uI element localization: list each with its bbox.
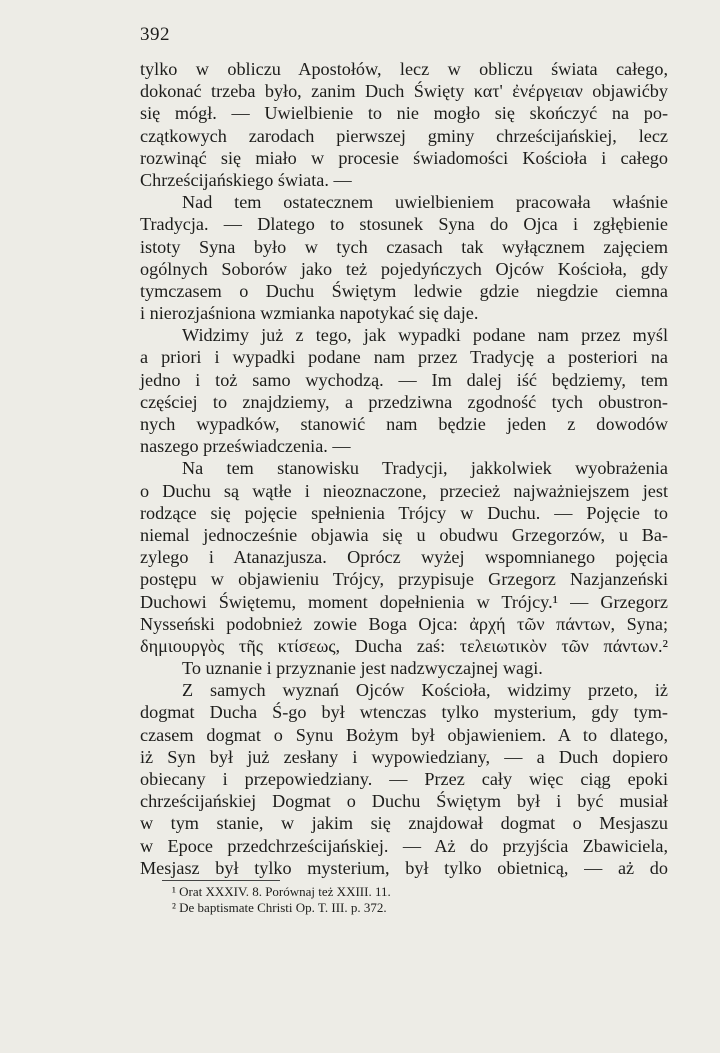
text-line: o Duchu są wątłe i nieoznaczone, przecież najważniejszem jest — [140, 480, 668, 501]
text-line: w tym stanie, w jakim się znajdował dogmat o Mesjaszu — [140, 813, 668, 834]
text-line: jedno i toż samo wychodzą. — Im dalej iść będziemy, tem — [140, 369, 668, 390]
text-line: istoty Syna było w tych czasach tak wyłącznem zajęciem — [140, 236, 668, 257]
text-line: czasem dogmat o Synu Bożym był objawieniem. A to dlatego, — [140, 724, 668, 745]
text-line: w Epoce przedchrześcijańskiej. — Aż do przyjścia Zbawiciela, — [140, 835, 668, 856]
text-line: dogmat Ducha Ś-go był wtenczas tylko mysterium, gdy tym- — [140, 702, 668, 723]
text-line: rodzące się pojęcie spełnienia Trójcy w Duchu. — Pojęcie to — [140, 502, 668, 523]
text-line: nych wypadków, stanowić nam będzie jeden z dowodów — [140, 414, 668, 434]
text-line: dokonać trzeba było, zanim Duch Święty κατ' ἐνέργειαν objawićby — [140, 81, 668, 102]
text-line: zylego i Atanazjusza. Oprócz wyżej wspomnianego pojęcia — [140, 547, 668, 568]
text-line: tylko w obliczu Apostołów, lecz w obliczu świata całego, — [140, 59, 668, 79]
text-line: Mesjasz był tylko mysterium, był tylko obietnicą, — aż do — [140, 857, 668, 878]
text-line: częściej to znajdziemy, a przedziwna zgodność tych obustron- — [140, 391, 668, 412]
text-line: Z samych wyznań Ojców Kościoła, widzimy przeto, iż — [182, 680, 668, 701]
text-line: iż Syn był już zesłany i wypowiedziany, — a Duch dopiero — [140, 746, 668, 767]
text-line: Duchowi Świętemu, moment dopełnienia w Trójcy.¹ — Grzegorz — [140, 591, 668, 612]
text-line: chrześcijańskiej Dogmat o Duchu Świętym był i być musiał — [140, 791, 668, 812]
footnote-divider — [162, 880, 280, 881]
text-line: postępu w objawieniu Trójcy, przypisuje Grzegorz Nazjanzeński — [140, 569, 668, 590]
page-number: 392 — [140, 24, 170, 45]
text-line: obiecany i przepowiedziany. — Przez cały więc ciąg epoki — [140, 769, 668, 789]
text-line: niemal jednocześnie objawia się u obudwu Grzegorzów, u Ba- — [140, 524, 668, 545]
text-line: Na tem stanowisku Tradycji, jakkolwiek wyobrażenia — [182, 458, 668, 479]
text-line: Nysseński podobnież zowie Boga Ojca: ἀρχή τῶν πάντων, Syna; — [140, 613, 668, 634]
text-line: Nad tem ostatecznem uwielbieniem pracowała właśnie — [182, 192, 668, 213]
text-line: i nierozjaśniona wzmianka napotykać się daje. — [140, 303, 479, 324]
text-line: To uznanie i przyznanie jest nadzwyczajnej wagi. — [182, 658, 543, 679]
text-line: rozwinąć się miało w procesie świadomości Kościoła i całego — [140, 147, 668, 168]
text-line: Chrześcijańskiego świata. — — [140, 169, 352, 190]
text-line: czątkowych zarodach pierwszej gminy chrześcijańskiej, lecz — [140, 125, 668, 146]
text-line: naszego przeświadczenia. — — [140, 436, 351, 457]
text-line: Tradycja. — Dlatego to stosunek Syna do Ojca i zgłębienie — [140, 214, 668, 235]
text-line: δημιουργὸς τῆς κτίσεως, Ducha zaś: τελειωτικὸν τῶν πάντων.² — [140, 635, 668, 656]
text-line: ogólnych Soborów jako też pojedyńczych Ojców Kościoła, gdy — [140, 258, 668, 279]
text-line: się mógł. — Uwielbienie to nie mogło się skończyć na po- — [140, 103, 668, 124]
body-text — [140, 58, 668, 879]
footnote: ¹ Orat XXXIV. 8. Porównaj też XXIII. 11. — [172, 884, 391, 899]
text-line: Widzimy już z tego, jak wypadki podane nam przez myśl — [182, 325, 668, 346]
text-line: tymczasem o Duchu Świętym ledwie gdzie niegdzie ciemna — [140, 280, 668, 301]
footnotes — [172, 884, 592, 916]
footnote: ² De baptismate Christi Op. T. III. p. 372. — [172, 900, 387, 915]
text-line: a priori i wypadki podane nam przez Tradycję a posteriori na — [140, 347, 668, 368]
